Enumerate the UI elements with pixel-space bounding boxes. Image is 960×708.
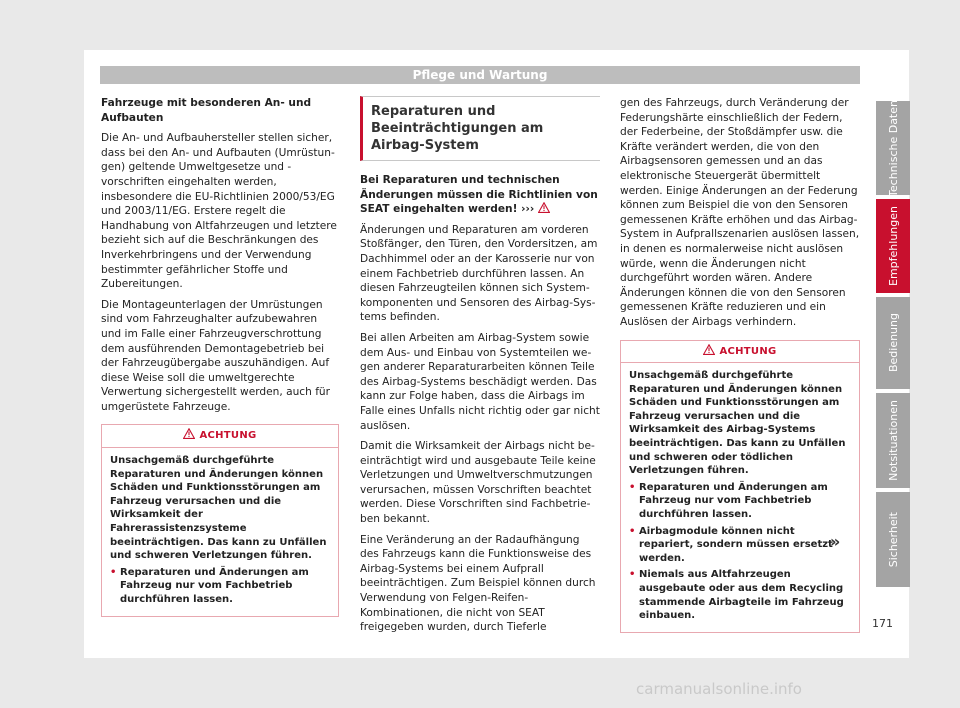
lead-text: Bei Reparaturen und technischen Änderungen müssen die Richtlinien von SEAT eingehalten werden! ›››	[360, 174, 598, 216]
tab-label: Sicherheit	[886, 511, 900, 568]
lead-paragraph	[360, 173, 600, 217]
column-2	[360, 96, 600, 641]
warning-box	[620, 340, 860, 633]
tab-label: Technische Daten	[886, 99, 900, 197]
warning-body	[102, 448, 338, 616]
tab-label: Empfehlungen	[886, 206, 900, 286]
warning-bullet: • Niemals aus Altfahrzeugen ausgebaute oder aus dem Recycling stammende Airbagteile im Fahrzeug einbauen.	[629, 568, 851, 622]
page-header: Pflege und Wartung	[100, 66, 860, 84]
warning-body	[621, 363, 859, 632]
page-margin	[909, 50, 960, 708]
watermark: carmanualsonline.info	[636, 680, 802, 698]
column-1	[101, 96, 339, 617]
warning-text: Unsachgemäß durchgeführte Reparaturen und Änderungen können Schäden und Funktionsstörungen am Fahrzeug verursachen und die Wirksamkeit der Fahrerassistenzsysteme beeinträchtigen. Das kann zu Unfällen und schweren Verletzungen führen.	[110, 455, 327, 562]
page-number: 171	[872, 617, 893, 630]
warning-bullet: • Reparaturen und Änderungen am Fahrzeug nur vom Fachbetrieb durchführen lassen.	[110, 566, 330, 607]
section-title: Reparaturen und Beeinträchtigungen am Airbag-System	[371, 104, 544, 153]
tab-sicherheit[interactable]	[876, 492, 910, 587]
warning-header	[621, 341, 859, 364]
tab-notsituationen[interactable]	[876, 393, 910, 488]
warning-triangle-icon	[183, 428, 195, 439]
column-3	[620, 96, 860, 633]
paragraph: Die An- und Aufbauhersteller stellen sicher, dass bei den An- und Aufbauten (Umrüstungen) geltende Umweltgesetze und -vorschriften eingehalten werden, insbesondere die EU-Richtlinien 2000/53/EG und 2003/11/EG. Erstere regelt die Handhabung von Altfahrzeugen und letztere bezieht sich auf die Beschränkungen des Inverkehrbringens und der Verwendung bestimmter gefährlicher Stoffe und Zubereitungen.	[101, 132, 337, 291]
warning-bullet: • Airbagmodule können nicht repariert, sondern müssen ersetzt werden.	[629, 525, 851, 566]
tab-label: Bedienung	[886, 313, 900, 373]
chapter-tabs	[876, 101, 910, 591]
tab-label: Notsituationen	[886, 400, 900, 481]
warning-text: Unsachgemäß durchgeführte Reparaturen und Änderungen können Schäden und Funktionsstörungen am Fahrzeug verursachen und die Wirksamkeit des Airbag-Systems beeinträchtigen. Das kann zu Unfällen und schweren oder tödlichen Verletzungen führen.	[629, 370, 846, 477]
paragraph: Bei allen Arbeiten am Airbag-System sowie dem Aus- und Einbau von Systemteilen wegen anderer Reparaturarbeiten können Teile des Airbag-Systems beschädigt werden. Das kann zur Folge haben, dass die Airbags im Falle eines Unfalls nicht richtig oder gar nicht auslösen.	[360, 331, 600, 432]
paragraph: gen des Fahrzeugs, durch Veränderung der Federungshärte einschließlich der Federn, der Federbeine, der Stoßdämpfer usw. die Kräfte verändert werden, die von den Airbagsensoren gemessen und an das elektronische Steuergerät übermittelt werden. Einige Änderungen an der Federung können zum Beispiel die von den Sensoren gemessenen Kräfte erhöhen und das Airbag-System in Aufprallszenarien auslösen lassen, in denen es normalerweise nicht auslösen würde, wenn die Änderungen nicht durchgeführt worden wären. Andere Änderungen können die von den Sensoren gemessenen Kräfte reduzieren und ein Auslösen der Airbags verhindern.	[620, 97, 860, 328]
tab-bedienung[interactable]	[876, 297, 910, 389]
warning-header	[102, 425, 338, 448]
section-title-box	[360, 96, 600, 161]
warning-triangle-icon	[538, 202, 550, 213]
tab-technische-daten[interactable]	[876, 101, 910, 195]
warning-box	[101, 424, 339, 616]
paragraph: Änderungen und Reparaturen am vorderen Stoßfänger, den Türen, den Vordersitzen, am Dachhimmel oder an der Karosserie nur von einem Fachbetrieb durchführen lassen. An diesen Fahrzeugteilen können sich Systemkomponenten und Sensoren des Airbag-Systems befinden.	[360, 223, 598, 324]
paragraph: Die Montageunterlagen der Umrüstungen sind vom Fahrzeughalter aufzubewahren und im Falle einer Fahrzeugverschrottung dem ausführenden Demontagebetrieb bei der Fahrzeugübergabe auszuhändigen. Auf diese Weise soll die umweltgerechte Verwertung sichergestellt werden, auch für umgerüstete Fahrzeuge.	[101, 298, 330, 413]
subheading-special-vehicles: Fahrzeuge mit besonderen An- und Aufbauten	[101, 97, 312, 124]
paragraph: Eine Veränderung an der Radaufhängung des Fahrzeugs kann die Funktionsweise des Airbag-Systems bei einem Aufprall beeinträchtigen. Zum Beispiel können durch Verwendung von Felgen-Reifen-Kombinationen, die nicht von SEAT freigegeben wurden, durch Tieferle	[360, 533, 596, 634]
warning-bullet: • Reparaturen und Änderungen am Fahrzeug nur vom Fachbetrieb durchführen lassen.	[629, 481, 851, 522]
warning-label: ACHTUNG	[719, 345, 777, 357]
warning-triangle-icon	[703, 344, 715, 355]
paragraph: Damit die Wirksamkeit der Airbags nicht beeinträchtigt wird und ausgebaute Teile keine Verletzungen und Umweltverschmutzungen verursachen, müssen Vorschriften beachtet werden. Diese Vorschriften sind Fachbetrieben bekannt.	[360, 440, 596, 526]
continue-arrow-icon: »	[830, 532, 841, 551]
warning-label: ACHTUNG	[199, 430, 257, 442]
tab-empfehlungen[interactable]	[876, 199, 910, 293]
